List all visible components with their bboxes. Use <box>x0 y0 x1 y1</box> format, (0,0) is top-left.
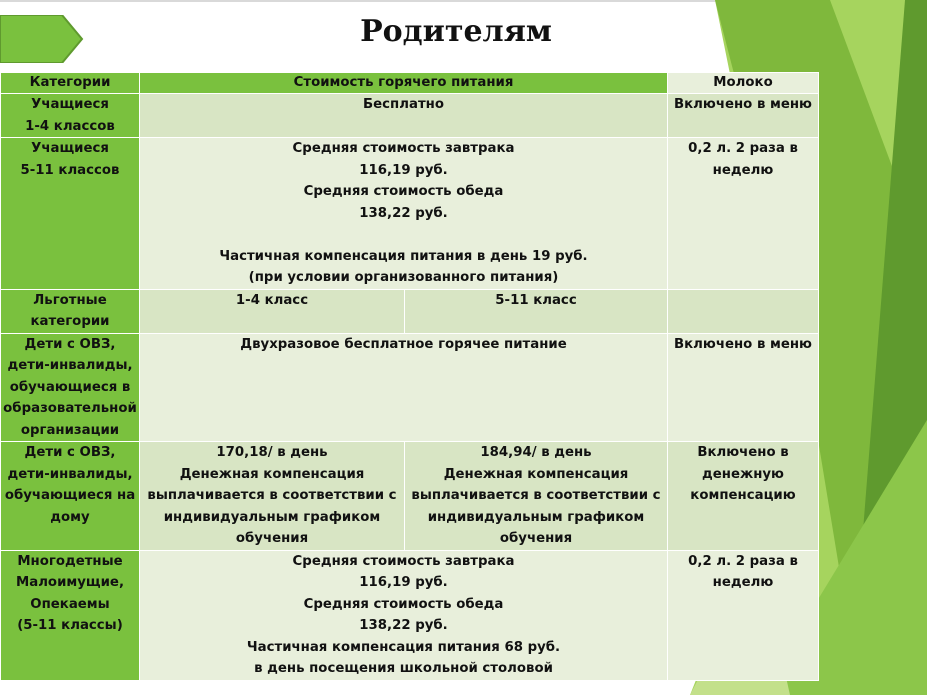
cell-line: денежную <box>702 466 784 482</box>
cost-cell-1-4 <box>140 289 405 333</box>
milk-cell <box>668 94 819 138</box>
category-cell <box>1 94 140 138</box>
cost-cell <box>140 138 668 290</box>
food-cost-table <box>0 72 819 681</box>
cell-line: 184,94/ в день <box>480 445 592 460</box>
cell-line: 5-11 класс <box>495 292 577 308</box>
cell-line: Малоимущие, <box>15 575 125 590</box>
cell-line: индивидуальным графиком <box>163 509 381 525</box>
cell-line: 1-4 класс <box>235 292 309 308</box>
cell-line: неделю <box>712 162 774 178</box>
cell-line: 116,19 руб. <box>359 162 448 178</box>
cell-line: компенсацию <box>690 488 796 503</box>
cell-line: дети-инвалиды, <box>7 466 133 482</box>
page-title: Родителям <box>360 14 552 49</box>
cell-line: дети-инвалиды, <box>7 358 133 373</box>
cell-line: Средняя стоимость обеда <box>303 184 504 199</box>
milk-cell <box>668 289 819 333</box>
cell-line: Учащиеся <box>31 141 109 156</box>
cell-line: Многодетные <box>17 553 123 569</box>
cell-line: в день посещения школьной столовой <box>254 661 553 676</box>
milk-cell <box>668 550 819 680</box>
cell-line: Частичная компенсация питания 68 руб. <box>246 639 561 655</box>
table-row <box>1 289 819 333</box>
cell-line: Опекаемы <box>30 596 110 612</box>
cell-line: Денежная компенсация <box>443 466 629 482</box>
table-row <box>1 138 819 290</box>
category-cell <box>1 138 140 290</box>
cell-line: Включено в <box>697 445 789 460</box>
table-header-row <box>1 73 819 94</box>
table-row <box>1 94 819 138</box>
cell-line: Включено в меню <box>674 97 812 112</box>
cell-line: категории <box>30 314 110 329</box>
cell-line: Включено в меню <box>674 336 812 352</box>
cell-line: неделю <box>712 575 774 590</box>
cell-line: Дети с ОВЗ, <box>24 445 116 460</box>
cell-line: Льготные <box>33 292 107 308</box>
header-category: Категории <box>1 73 140 94</box>
cell-line: Бесплатно <box>363 97 444 112</box>
cell-line: образовательной <box>3 401 137 416</box>
cost-cell <box>140 333 668 442</box>
cell-line: 116,19 руб. <box>359 575 448 590</box>
cell-line: 5-11 классов <box>20 162 120 178</box>
cost-cell-5-11 <box>405 289 668 333</box>
category-cell <box>1 333 140 442</box>
cell-line: Средняя стоимость завтрака <box>292 553 515 569</box>
cell-line: (5-11 классы) <box>17 618 123 633</box>
cost-cell-1-4 <box>140 442 405 551</box>
table-row <box>1 442 819 551</box>
cell-line: (при условии организованного питания) <box>248 270 559 285</box>
milk-cell <box>668 138 819 290</box>
cell-line: дому <box>50 509 90 525</box>
cell-line: обучающиеся в <box>9 379 131 395</box>
header-milk: Молоко <box>668 73 819 94</box>
table-row <box>1 550 819 680</box>
cell-line: Средняя стоимость обеда <box>303 596 504 612</box>
milk-cell <box>668 442 819 551</box>
category-cell <box>1 550 140 680</box>
cell-line: обучения <box>235 531 309 546</box>
cell-line: Учащиеся <box>31 97 109 112</box>
cost-cell <box>140 94 668 138</box>
cell-line: Частичная компенсация питания в день 19 руб. <box>219 248 588 264</box>
cell-line: индивидуальным графиком <box>427 509 645 525</box>
cell-line: Средняя стоимость завтрака <box>292 141 515 156</box>
cell-line: 138,22 руб. <box>359 205 448 221</box>
category-cell <box>1 289 140 333</box>
cell-line <box>142 224 665 246</box>
cell-line: Денежная компенсация <box>179 466 365 482</box>
green-arrow-icon <box>0 15 84 63</box>
cell-line: выплачивается в соответствии с <box>411 488 661 503</box>
cell-line: обучения <box>499 531 573 546</box>
header-cost: Стоимость горячего питания <box>140 73 668 94</box>
cell-line: обучающиеся на <box>4 488 136 503</box>
cell-line: 170,18/ в день <box>216 445 328 460</box>
cell-line: 0,2 л. 2 раза в <box>688 141 798 156</box>
category-cell <box>1 442 140 551</box>
table-row <box>1 333 819 442</box>
cell-line: 0,2 л. 2 раза в <box>688 553 798 569</box>
cost-cell <box>140 550 668 680</box>
cell-line: 1-4 классов <box>25 118 115 134</box>
cell-line: 138,22 руб. <box>359 618 448 633</box>
cell-line: Двухразовое бесплатное горячее питание <box>240 336 567 352</box>
cell-line: Дети с ОВЗ, <box>24 336 116 352</box>
cell-line: выплачивается в соответствии с <box>147 488 397 503</box>
cell-line: организации <box>20 422 120 438</box>
cost-cell-5-11 <box>405 442 668 551</box>
milk-cell <box>668 333 819 442</box>
